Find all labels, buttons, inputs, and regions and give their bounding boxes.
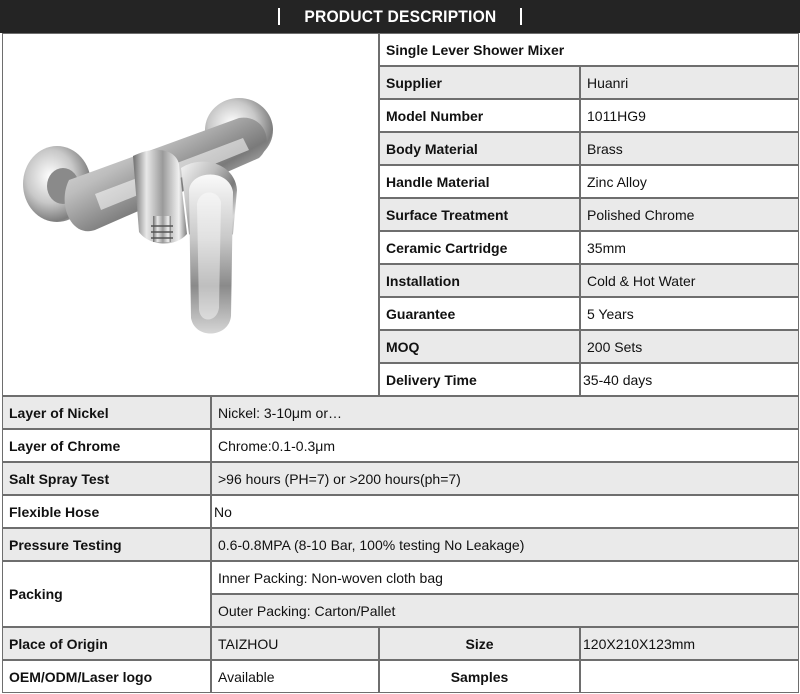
detail-value-flexible-hose: No <box>211 495 799 528</box>
samples-value <box>580 660 799 693</box>
detail-label-salt-spray: Salt Spray Test <box>2 462 211 495</box>
spec-label-handle-material: Handle Material <box>379 165 580 198</box>
detail-label-chrome: Layer of Chrome <box>2 429 211 462</box>
spec-label-installation: Installation <box>379 264 580 297</box>
samples-label: Samples <box>379 660 580 693</box>
spec-label-body-material: Body Material <box>379 132 580 165</box>
packing-outer: Outer Packing: Carton/Pallet <box>211 594 799 627</box>
shower-mixer-image <box>3 34 378 395</box>
size-value: 120X210X123mm <box>580 627 799 660</box>
spec-label-model-number: Model Number <box>379 99 580 132</box>
spec-value-model-number: 1011HG9 <box>580 99 799 132</box>
origin-value: TAIZHOU <box>211 627 379 660</box>
origin-label: Place of Origin <box>2 627 211 660</box>
header-title: PRODUCT DESCRIPTION <box>303 6 497 26</box>
spec-value-delivery-time: 35-40 days <box>580 363 799 396</box>
spec-value-moq: 200 Sets <box>580 330 799 363</box>
spec-value-handle-material: Zinc Alloy <box>580 165 799 198</box>
header-bar-left <box>278 8 280 25</box>
spec-value-guarantee: 5 Years <box>580 297 799 330</box>
oem-label: OEM/ODM/Laser logo <box>2 660 211 693</box>
packing-inner: Inner Packing: Non-woven cloth bag <box>211 561 799 594</box>
detail-value-nickel: Nickel: 3-10μm or… <box>211 396 799 429</box>
header-bar-right <box>520 8 522 25</box>
oem-value: Available <box>211 660 379 693</box>
section-header <box>0 0 800 33</box>
detail-value-chrome: Chrome:0.1-0.3μm <box>211 429 799 462</box>
detail-value-pressure-testing: 0.6-0.8MPA (8-10 Bar, 100% testing No Leakage) <box>211 528 799 561</box>
spec-label-ceramic-cartridge: Ceramic Cartridge <box>379 231 580 264</box>
detail-label-pressure-testing: Pressure Testing <box>2 528 211 561</box>
spec-label-moq: MOQ <box>379 330 580 363</box>
spec-label-delivery-time: Delivery Time <box>379 363 580 396</box>
product-image-cell <box>2 33 379 396</box>
packing-label: Packing <box>2 561 211 627</box>
spec-value-supplier: Huanri <box>580 66 799 99</box>
detail-value-salt-spray: >96 hours (PH=7) or >200 hours(ph=7) <box>211 462 799 495</box>
product-name: Single Lever Shower Mixer <box>379 33 799 66</box>
detail-label-flexible-hose: Flexible Hose <box>2 495 211 528</box>
spec-label-supplier: Supplier <box>379 66 580 99</box>
spec-value-surface-treatment: Polished Chrome <box>580 198 799 231</box>
detail-label-nickel: Layer of Nickel <box>2 396 211 429</box>
spec-label-surface-treatment: Surface Treatment <box>379 198 580 231</box>
spec-value-body-material: Brass <box>580 132 799 165</box>
spec-value-installation: Cold & Hot Water <box>580 264 799 297</box>
spec-value-ceramic-cartridge: 35mm <box>580 231 799 264</box>
spec-label-guarantee: Guarantee <box>379 297 580 330</box>
size-label: Size <box>379 627 580 660</box>
